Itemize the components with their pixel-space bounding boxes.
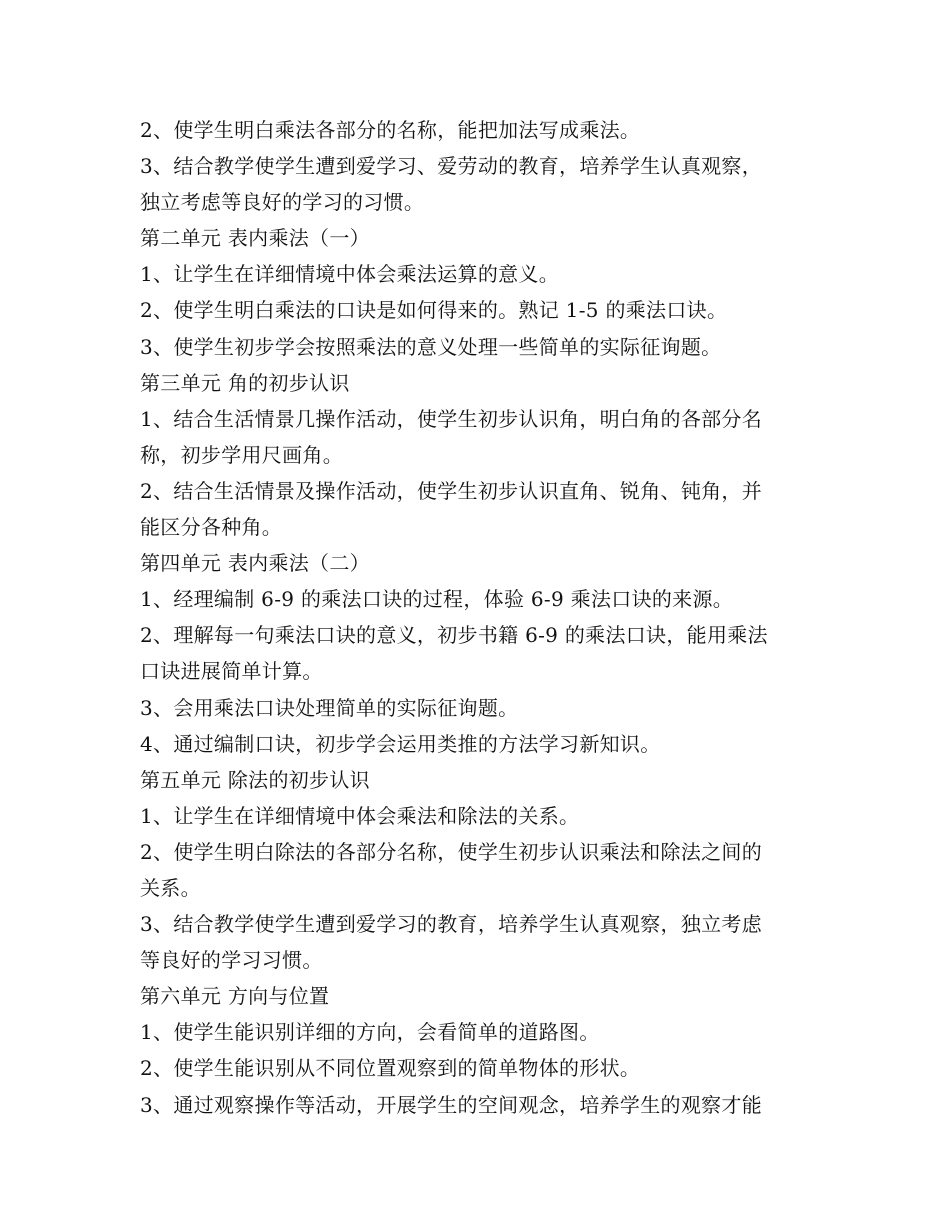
text-line: 1、使学生能识别详细的方向，会看简单的道路图。	[140, 1020, 600, 1045]
text-line: 1、让学生在详细情境中体会乘法和除法的关系。	[140, 803, 580, 828]
text-line: 1、结合生活情景几操作活动，使学生初步认识角，明白角的各部分名	[140, 406, 763, 431]
section-heading: 第六单元 方向与位置	[140, 984, 330, 1009]
text-line: 2、使学生明白乘法的口诀是如何得来的。熟记 1-5 的乘法口诀。	[140, 298, 728, 323]
text-line: 称，初步学用尺画角。	[140, 442, 343, 467]
text-line: 等良好的学习习惯。	[140, 948, 323, 973]
text-line: 3、会用乘法口诀处理简单的实际征询题。	[140, 695, 519, 720]
text-line: 3、结合教学使学生遭到爱学习的教育，培养学生认真观察，独立考虑	[140, 912, 763, 937]
text-line: 口诀进展简单计算。	[140, 659, 323, 684]
text-line: 关系。	[140, 875, 201, 900]
text-line: 3、结合教学使学生遭到爱学习、爱劳动的教育，培养学生认真观察，	[140, 154, 763, 179]
text-line: 2、理解每一句乘法口诀的意义，初步书籍 6-9 的乘法口诀，能用乘法	[140, 623, 768, 648]
section-heading: 第五单元 除法的初步认识	[140, 767, 370, 792]
text-line: 3、使学生初步学会按照乘法的意义处理一些简单的实际征询题。	[140, 334, 722, 359]
section-heading: 第二单元 表内乘法（一）	[140, 226, 370, 251]
section-heading: 第三单元 角的初步认识	[140, 370, 350, 395]
text-line: 能区分各种角。	[140, 515, 283, 540]
section-heading: 第四单元 表内乘法（二）	[140, 551, 370, 576]
text-line: 独立考虑等良好的学习的习惯。	[140, 190, 425, 215]
text-line: 1、经理编制 6-9 的乘法口诀的过程，体验 6-9 乘法口诀的来源。	[140, 587, 734, 612]
text-line: 2、使学生能识别从不同位置观察到的简单物体的形状。	[140, 1056, 641, 1081]
text-line: 2、结合生活情景及操作活动，使学生初步认识直角、锐角、钝角，并	[140, 478, 763, 503]
text-line: 1、让学生在详细情境中体会乘法运算的意义。	[140, 262, 560, 287]
text-line: 4、通过编制口诀，初步学会运用类推的方法学习新知识。	[140, 731, 661, 756]
document-body	[140, 112, 812, 1123]
text-line: 3、通过观察操作等活动，开展学生的空间观念，培养学生的观察才能	[140, 1092, 763, 1117]
text-line: 2、使学生明白除法的各部分名称，使学生初步认识乘法和除法之间的	[140, 839, 763, 864]
text-line: 2、使学生明白乘法各部分的名称，能把加法写成乘法。	[140, 118, 641, 142]
